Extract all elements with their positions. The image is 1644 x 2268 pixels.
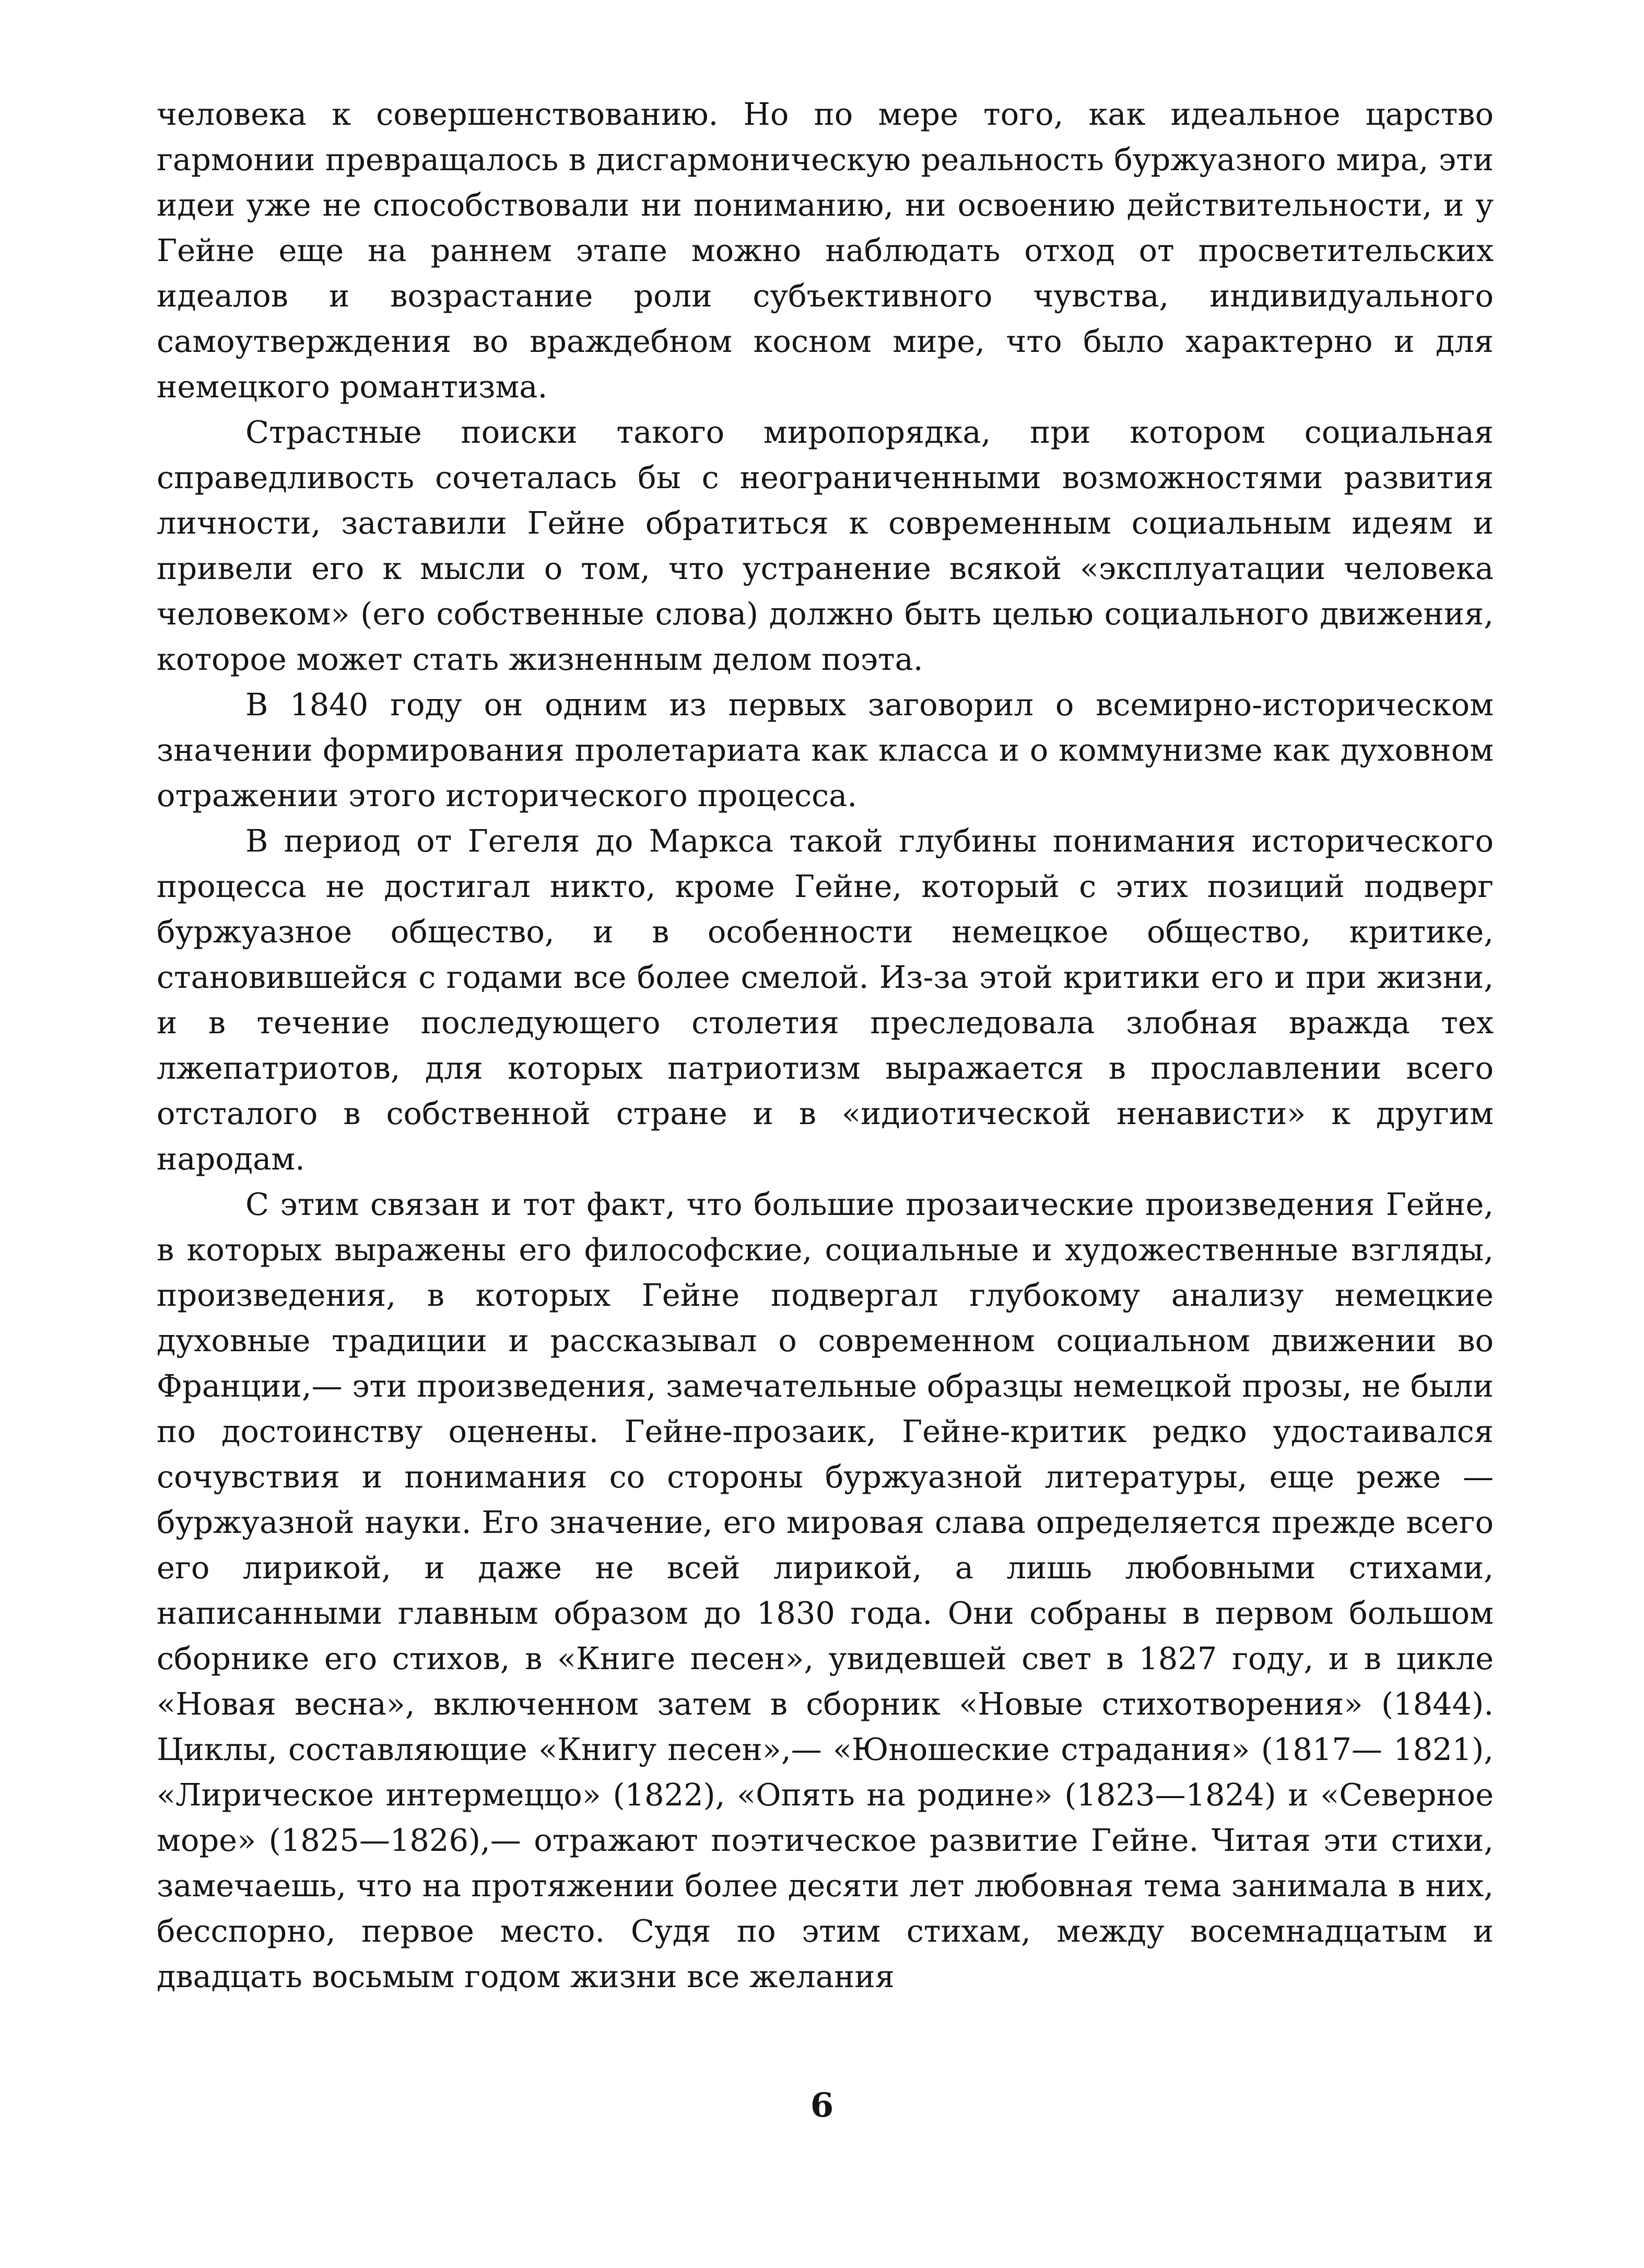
paragraph-2: Страстные поиски такого миропорядка, при котором социальная справедливость сочеталась бы с неограниченными возможностями развития личности, заставили Гейне обратиться к современным социальным идеям и привели его к мысли о том, что устранение всякой «эксплуатации человека человеком» (его собственные слова) должно быть целью социального движения, которое может стать жизненным делом поэта. (157, 414, 1494, 677)
page-body (157, 91, 1494, 1999)
paragraph-1: человека к совершенствованию. Но по мере того, как идеальное царство гармонии превращалось в дисгармоническую реальность буржуазного мира, эти идеи уже не способствовали ни пониманию, ни освоению действительности, и у Гейне еще на раннем этапе можно наблюдать отход от просветительских идеалов и возрастание роли субъективного чувства, индивидуального самоутверждения во враждебном косном мире, что было характерно и для немецкого романтизма. (157, 96, 1494, 405)
page-number: 6 (810, 2086, 834, 2125)
paragraph-5: С этим связан и тот факт, что большие прозаические произведения Гейне, в которых выражены его философские, социальные и художественные взгляды, произведения, в которых Гейне подвергал глубокому анализу немецкие духовные традиции и рассказывал о современном социальном движении во Франции,— эти произведения, замечательные образцы немецкой прозы, не были по достоинству оценены. Гейне-прозаик, Гейне-критик редко удостаивался сочувствия и понимания со стороны буржуазной литературы, еще реже — буржуазной науки. Его значение, его мировая слава определяется прежде всего его лирикой, и даже не всей лирикой, а лишь любовными стихами, написанными главным образом до 1830 года. Они собраны в первом большом сборнике его стихов, в «Книге песен», увидевшей свет в 1827 году, и в цикле «Новая весна», включенном затем в сборник «Новые стихотворения» (1844). Циклы, составляющие «Книгу песен»,— «Юношеские страдания» (1817— 1821), «Лирическое интермеццо» (1822), «Опять на родине» (1823—1824) и «Северное море» (1825—1826),— отражают поэтическое развитие Гейне. Читая эти стихи, замечаешь, что на протяжении более десяти лет любовная тема занимала в них, бесспорно, первое место. Судя по этим стихам, между восемнадцатым и двадцать восьмым годом жизни все желания (157, 1186, 1494, 1994)
paragraph-3: В 1840 году он одним из первых заговорил о всемирно-историческом значении формирования пролетариата как класса и о коммунизме как духовном отражении этого исторического процесса. (157, 687, 1494, 813)
paragraph-4: В период от Гегеля до Маркса такой глубины понимания исторического процесса не достигал никто, кроме Гейне, который с этих позиций подверг буржуазное общество, и в особенности немецкое общество, критике, становившейся с годами все более смелой. Из-за этой критики его и при жизни, и в течение последующего столетия преследовала злобная вражда тех лжепатриотов, для которых патриотизм выражается в прославлении всего отсталого в собственной стране и в «идиотической ненависти» к другим народам. (157, 823, 1494, 1177)
